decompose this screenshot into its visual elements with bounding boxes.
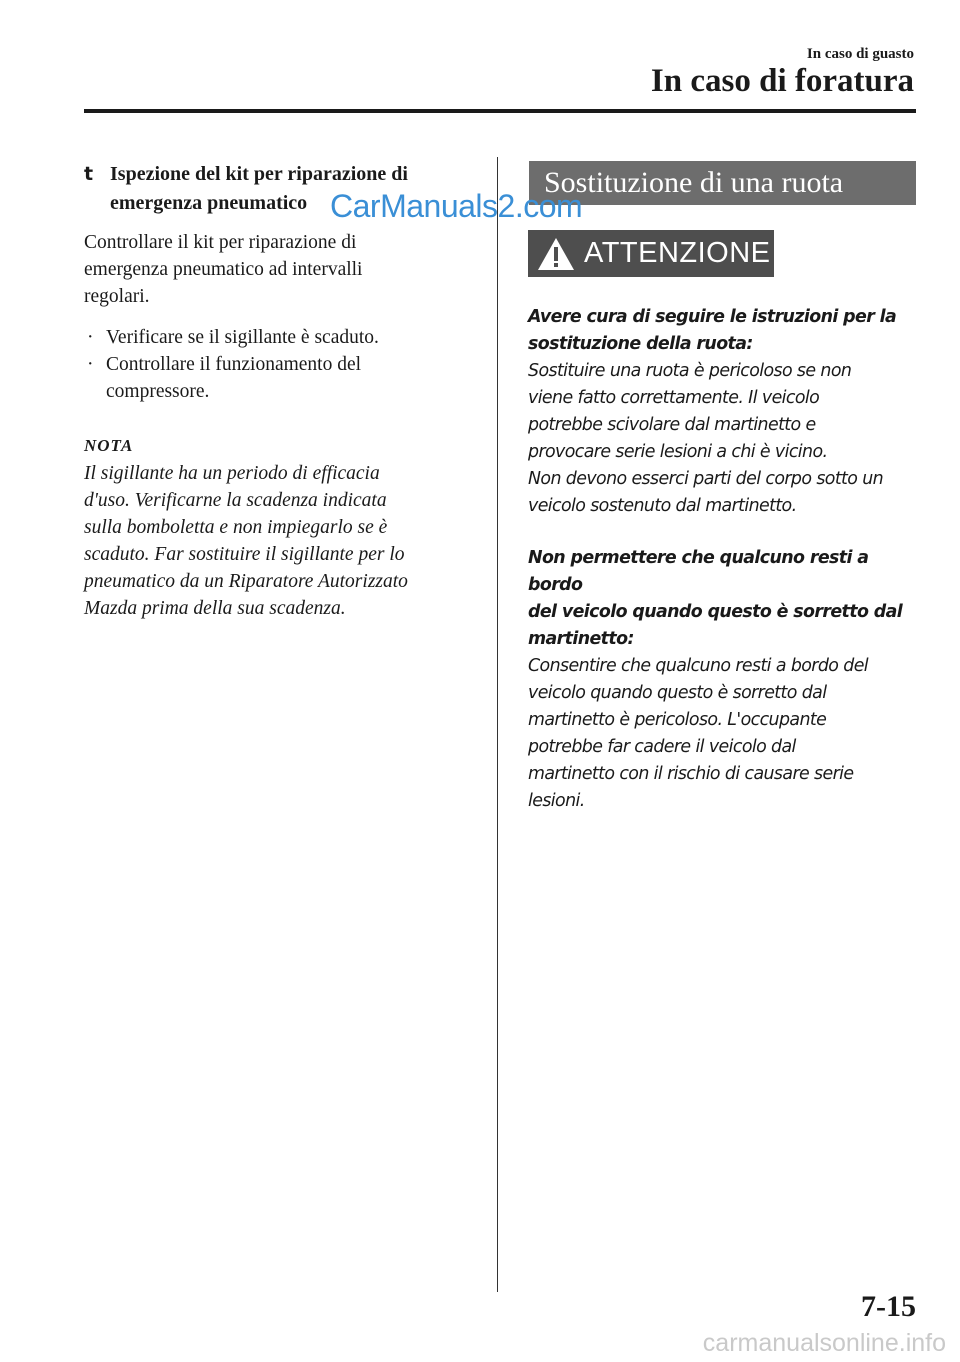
subsection-marker: t xyxy=(84,163,94,185)
list-item-text: Verificare se il sigillante è scaduto. xyxy=(106,327,379,348)
warning-line: provocare serie lesioni a chi è vicino. xyxy=(528,442,828,462)
note-line: d'uso. Verificarne la scadenza indicata xyxy=(84,490,387,511)
note-line: scaduto. Far sostituire il sigillante per lo xyxy=(84,544,405,565)
check-list xyxy=(84,324,479,405)
warning-line: potrebbe scivolare dal martinetto e xyxy=(528,415,816,435)
warning-label: ATTENZIONE xyxy=(584,237,771,269)
warning-line: veicolo sostenuto dal martinetto. xyxy=(528,496,797,516)
list-item xyxy=(84,324,479,351)
list-item xyxy=(84,351,479,405)
note-line: pneumatico da un Riparatore Autorizzato xyxy=(84,571,408,592)
section-heading-banner: Sostituzione di una ruota xyxy=(529,161,916,205)
text-line: regolari. xyxy=(84,286,150,307)
warning-line: veicolo quando questo è sorretto dal xyxy=(528,683,827,703)
warning-line: lesioni. xyxy=(528,791,585,811)
note-line: Mazda prima della sua scadenza. xyxy=(84,598,346,619)
warning-triangle-icon xyxy=(536,236,576,272)
warning-bold-line: del veicolo quando questo è sorretto dal xyxy=(528,602,903,622)
warning-line: viene fatto correttamente. Il veicolo xyxy=(528,388,820,408)
left-column xyxy=(84,160,479,622)
warning-line: martinetto con il rischio di causare serie xyxy=(528,764,854,784)
bullet-dot: · xyxy=(87,354,94,375)
chapter-title: In caso di guasto xyxy=(806,46,914,62)
warning-bold-line: Avere cura di seguire le istruzioni per la xyxy=(528,307,897,327)
header-divider xyxy=(84,109,916,113)
text-line: Controllare il kit per riparazione di xyxy=(84,232,357,253)
page-number: 7-15 xyxy=(861,1290,916,1323)
note-label: NOTA xyxy=(84,436,134,455)
note-line: sulla bomboletta e non impiegarlo se è xyxy=(84,517,388,538)
heading-line: emergenza pneumatico xyxy=(110,192,308,214)
watermark-overlay: CarManuals2.com xyxy=(330,188,583,224)
bullet-dot: · xyxy=(87,327,94,348)
intro-paragraph xyxy=(84,229,479,310)
warning-text xyxy=(528,304,920,815)
warning-bold-line: sostituzione della ruota: xyxy=(528,334,753,354)
note-line: Il sigillante ha un periodo di efficacia xyxy=(84,463,380,484)
warning-line: Sostituire una ruota è pericoloso se non xyxy=(528,361,852,381)
warning-line: potrebbe far cadere il veicolo dal xyxy=(528,737,796,757)
warning-line: Consentire che qualcuno resti a bordo del xyxy=(528,656,869,676)
warning-line: martinetto è pericoloso. L'occupante xyxy=(528,710,827,730)
page-title: In caso di foratura xyxy=(650,63,914,99)
warning-line: Non devono esserci parti del corpo sotto un xyxy=(528,469,884,489)
text-line: emergenza pneumatico ad intervalli xyxy=(84,259,363,280)
list-item-text: Controllare il funzionamento del xyxy=(106,354,362,375)
warning-bold-line: martinetto: xyxy=(528,629,634,649)
warning-badge xyxy=(528,230,774,277)
list-item-text: compressore. xyxy=(106,381,210,402)
warning-bold-line: Non permettere che qualcuno resti a bordo xyxy=(528,548,869,595)
watermark-footer: carmanualsonline.info xyxy=(702,1329,946,1357)
heading-line: Ispezione del kit per riparazione di xyxy=(110,163,408,185)
note-body xyxy=(84,460,479,622)
column-divider xyxy=(497,157,498,1292)
